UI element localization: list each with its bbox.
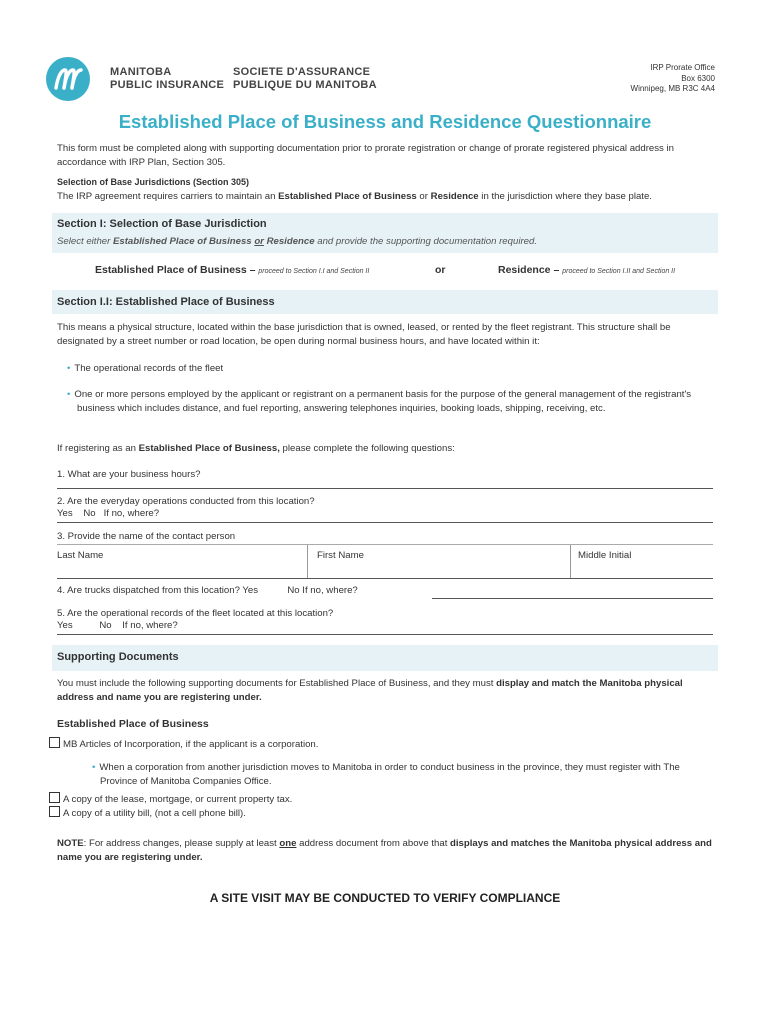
supporting-heading: Supporting Documents [57,651,179,663]
bullet-operational-records: • The operational records of the fleet [67,363,224,374]
q2-options[interactable]: Yes No If no, where? [57,508,160,519]
section11-description: This means a physical structure, located within the base jurisdiction that is owned, leased, or rented by the fleet registrant. This structure shall be designated by a street number or road location, be open during normal business hours, and have located within it: [57,322,671,347]
option-residence[interactable]: Residence – proceed to Section I.II and Section II [498,264,676,276]
q5-options[interactable]: Yes No If no, where? [57,620,178,631]
section1-subtext: Select either Established Place of Business or Residence and provide the supporting documentation required. [57,236,537,247]
middle-initial-label: Middle Initial [578,550,632,561]
base-heading: Selection of Base Jurisdictions (Section 305) [57,177,250,187]
q1-business-hours: 1. What are your business hours? [57,469,201,480]
bullet-persons-employed: • One or more persons employed by the applicant or registrant on a permanent basis for the purpose of the general management of the registrant's business which includes distance, and fuel reporting, answering telephones inquiries, booking loads, shipping, receiving, etc. [67,389,692,414]
doc-item-articles[interactable]: MB Articles of Incorporation, if the applicant is a corporation. [49,737,709,752]
org-name-en: MANITOBA PUBLIC INSURANCE [110,66,225,91]
base-text: The IRP agreement requires carriers to maintain an Established Place of Business or Residence in the jurisdiction where they base plate. [57,191,652,202]
q2-everyday-operations: 2. Are the everyday operations conducted from this location? [57,496,315,507]
q4-trucks-dispatched[interactable]: 4. Are trucks dispatched from this location? Yes No If no, where? [57,585,358,596]
section1-heading: Section I: Selection of Base Jurisdiction [57,218,267,230]
doc-item-utility[interactable]: A copy of a utility bill, (not a cell phone bill). [49,806,709,821]
q2-answer-line[interactable] [57,522,713,523]
name-divider-1 [307,545,308,578]
utility-checkbox[interactable] [49,806,60,817]
name-answer-line[interactable] [57,578,713,579]
last-name-label: Last Name [57,550,104,561]
name-divider-2 [570,545,571,578]
lease-checkbox[interactable] [49,792,60,803]
epb-subheading: Established Place of Business [57,718,209,730]
intro-text: This form must be completed along with supporting documentation prior to prorate registration or change of prorate registered physical address in accordance with IRP Plan, Section 305. [57,143,674,168]
site-visit-notice: A SITE VISIT MAY BE CONDUCTED TO VERIFY COMPLIANCE [209,891,561,905]
office-address: IRP Prorate Office Box 6300 Winnipeg, MB R3C 4A4 [630,63,715,93]
first-name-label: First Name [317,550,364,561]
q3-top-line [57,544,713,545]
page-title: Established Place of Business and Residence Questionnaire [118,111,652,132]
articles-checkbox[interactable] [49,737,60,748]
if-registering-text: If registering as an Established Place of Business, please complete the following questions: [57,443,455,454]
q5-answer-line[interactable] [57,634,713,635]
supporting-intro: You must include the following supporting documents for Established Place of Business, and they must display and match the Manitoba physical address and name you are registering under. [57,678,683,703]
q1-answer-line[interactable] [57,488,713,489]
q5-operational-records: 5. Are the operational records of the fleet located at this location? [57,608,334,619]
section11-heading: Section I.I: Established Place of Business [57,296,275,308]
mpi-logo [46,57,90,101]
option-or: or [435,264,446,276]
org-name-fr: SOCIETE D'ASSURANCE PUBLIQUE DU MANITOBA [233,66,377,91]
doc-item-lease[interactable]: A copy of the lease, mortgage, or current property tax. [49,792,709,807]
note-text: NOTE: For address changes, please supply at least one address document from above that displays and matches the Manitoba physical address and name you are registering under. [57,838,712,863]
q4-answer-line[interactable] [432,598,713,599]
q3-contact-person: 3. Provide the name of the contact person [57,531,236,542]
doc-item-articles-bullet: • When a corporation from another jurisdiction moves to Manitoba in order to conduct business in the province, they must register with The Province of Manitoba Companies Office. [92,762,680,787]
option-established[interactable]: Established Place of Business – proceed to Section I.I and Section II [95,264,370,276]
